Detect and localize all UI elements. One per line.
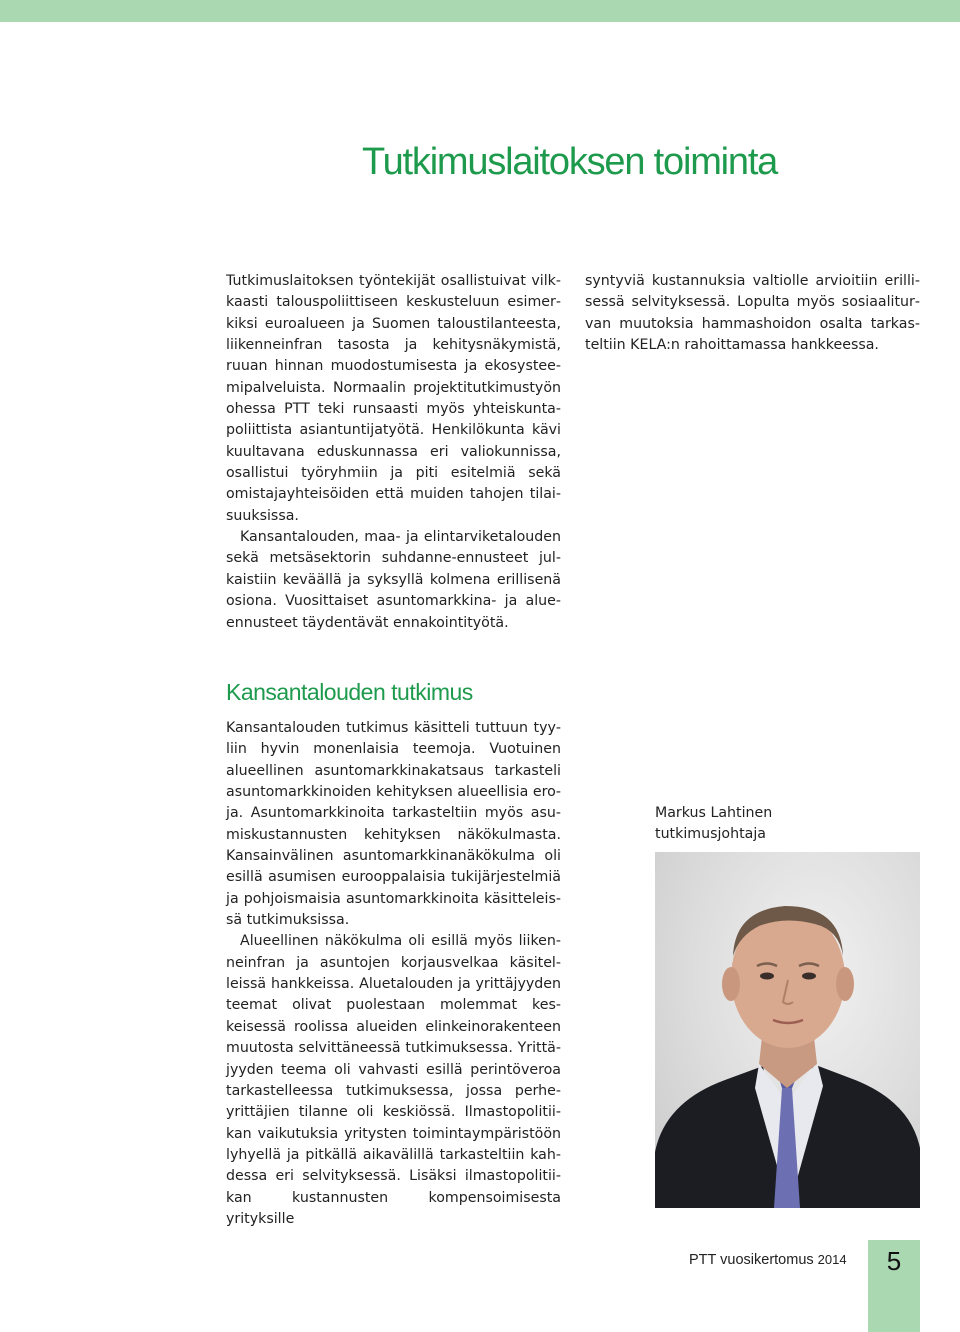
person-role: tutkimusjohtaja <box>655 826 766 843</box>
section-paragraph: Kansantalouden tutkimus käsitteli tuttuun tyyliin hyvin monenlaisia teemoja. Vuotuinen alueellinen asuntomarkkinakatsaus tarkasteli asuntomarkkinoiden kehityksen alueellisia eroja. Asuntomarkkinoita tarkasteltiin myös asumiskustannusten kehityksen näkökulmasta. Kansainvälinen asuntomarkkinanäkökulma oli esillä asumisen eurooppalaisia tukijärjestelmiä ja pohjoismaisia asuntomarkkinoita käsitteleissä tutkimuksissa. <box>226 720 561 929</box>
page-number: 5 <box>886 1246 902 1276</box>
page-number-box <box>868 1240 920 1332</box>
footer-year: 2014 <box>817 1252 847 1267</box>
intro-paragraph: Kansantalouden, maa- ja elintarviketalouden sekä metsäsektorin suhdanne-ennusteet julkaistiin keväällä ja syksyllä kolmena erillisenä osiona. Vuosittaiset asuntomarkkina- ja alueennusteet täydentävät ennakointityötä. <box>226 529 561 631</box>
top-color-band <box>0 0 960 22</box>
portrait-photo <box>655 852 920 1208</box>
portrait-illustration <box>655 852 920 1208</box>
person-name: Markus Lahtinen <box>655 805 773 821</box>
intro-paragraph: Tutkimuslaitoksen työntekijät osallistuivat vilkkaasti talouspoliittiseen keskusteluun esimerkiksi euroalueen ja Suomen taloustilanteesta, liikenneinfran tasosta ja kehitysnäkymistä, ruuan hinnan muodostumisesta ja ekosysteemipalveluista. Normaalin projektitutkimustyön ohessa PTT teki runsaasti myös yhteiskuntapoliittista asiantuntijatyötä. Henkilökunta kävi kuultavana eduskunnassa eri valiokunnissa, osallistui työryhmiin ja piti esitelmiä sekä omistajayhteisöiden että muiden tahojen tilaisuuksissa. <box>226 273 561 524</box>
section-paragraph: Alueellinen näkökulma oli esillä myös liikenneinfran ja asuntojen korjausvelkaa käsitelleissä hankkeissa. Aluetalouden ja yrittäjyyden teemat olivat puolestaan molemmat keskeisessä roolissa alueiden elinkeinorakenteen muutosta selvittäneessä tutkimuksessa. Yrittäjyyden teema oli vahvasti esillä perintöveroa tarkastelleessa tutkimuksessa, jossa perheyrittäjien tilanne oli keskiössä. Ilmastopolitiikan vaikutuksia yritysten toimintaympäristöön lyhyellä ja pitkällä aikavälillä tarkasteltiin kahdessa eri selvityksessä. Lisäksi ilmastopolitiikan kustannusten kompensoimisesta yrityksille <box>226 933 561 1227</box>
section-body <box>226 718 561 1230</box>
page-title: Tutkimuslaitoksen toiminta <box>362 141 778 183</box>
intro-column-right <box>585 271 920 356</box>
portrait-caption <box>655 803 920 846</box>
footer-publication <box>689 1252 847 1268</box>
intro-column-left <box>226 271 561 634</box>
intro-paragraph: syntyviä kustannuksia valtiolle arvioitiin erillisessä selvityksessä. Lopulta myös sosiaaliturvan muutoksia hammashoidon osalta tarkasteltiin KELA:n rahoittamassa hankkeessa. <box>585 273 920 354</box>
footer-publication-name: PTT vuosikertomus <box>689 1252 814 1268</box>
section-heading: Kansantalouden tutkimus <box>226 679 473 705</box>
